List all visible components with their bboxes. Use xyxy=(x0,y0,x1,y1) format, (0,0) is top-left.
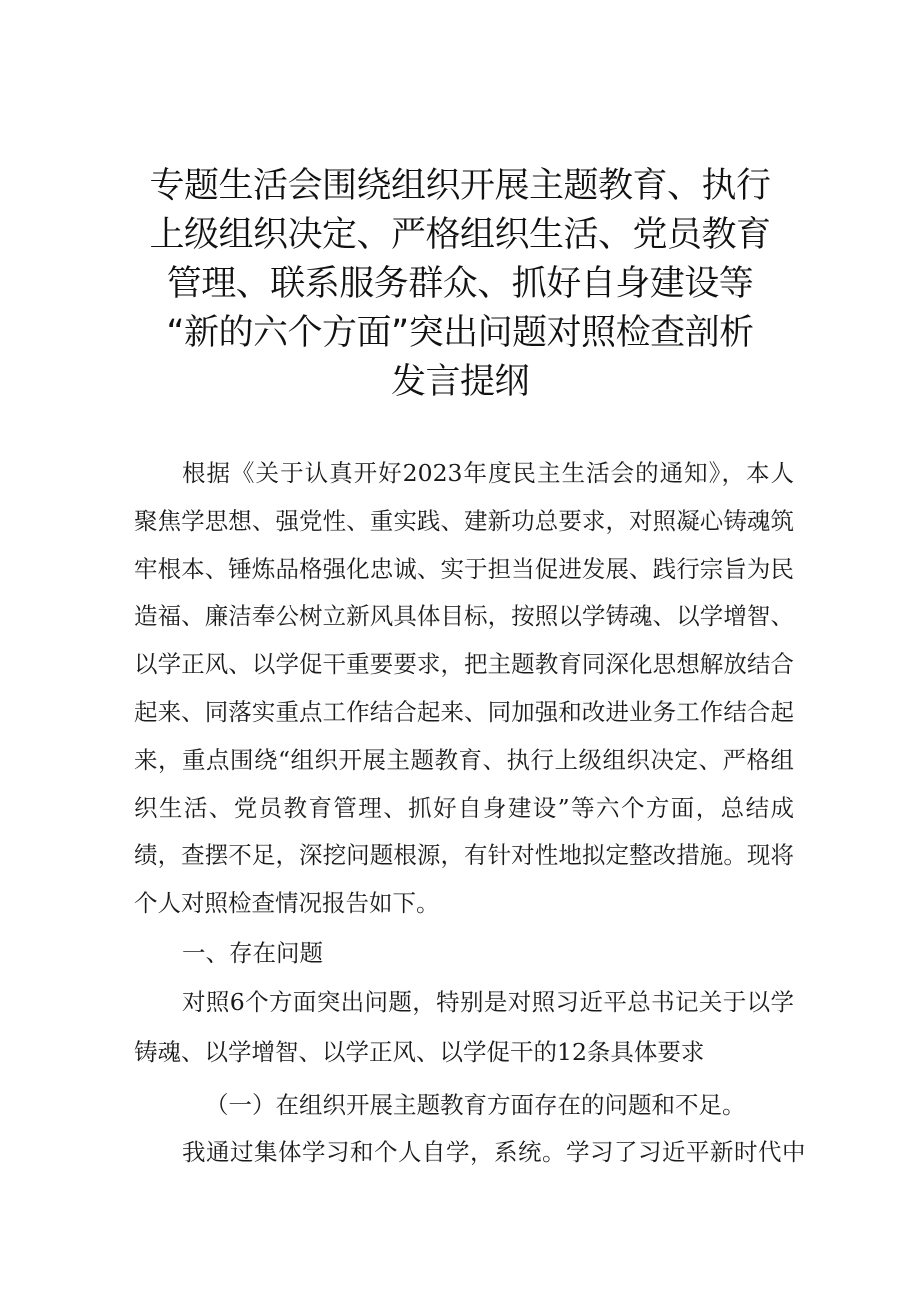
paragraph-line: 对照6个方面突出问题，特别是对照习近平总书记关于以学 xyxy=(182,988,794,1016)
paragraph-line: 造福、廉洁奉公树立新风具体目标，按照以学铸魂、以学增智、 xyxy=(134,602,794,631)
title-line: 发言提纲 xyxy=(390,362,529,402)
section-heading: 一、存在问题 xyxy=(182,939,323,967)
title-line: 专题生活会围绕组织开展主题教育、执行 xyxy=(149,166,771,206)
paragraph-line: 根据《关于认真开好2023年度民主生活会的通知》，本人 xyxy=(182,459,794,487)
paragraph-line: 起来、同落实重点工作结合起来、同加强和改进业务工作结合起 xyxy=(134,697,794,726)
subsection-paragraph-line: 我通过集体学习和个人自学，系统。学习了习近平新时代中 xyxy=(182,1138,806,1166)
paragraph-line: 来，重点围绕“组织开展主题教育、执行上级组织决定、严格组 xyxy=(134,745,794,774)
title-line: “新的六个方面”突出问题对照检查剖析 xyxy=(166,313,754,353)
paragraph-line: 聚焦学思想、强党性、重实践、建新功总要求，对照凝心铸魂筑 xyxy=(134,506,794,535)
section-paragraph xyxy=(134,984,794,1084)
title-line: 上级组织决定、严格组织生活、党员教育 xyxy=(149,215,771,255)
paragraph-line: 个人对照检查情况报告如下。 xyxy=(134,889,440,918)
intro-paragraph xyxy=(134,450,794,928)
subsection-heading: （一）在组织开展主题教育方面存在的问题和不足。 xyxy=(205,1091,746,1119)
paragraph-line: 牢根本、锤炼品格强化忠诚、实于担当促进发展、践行宗旨为民 xyxy=(134,554,794,583)
paragraph-line: 铸魂、以学增智、以学正风、以学促干的12条具体要求 xyxy=(134,1038,705,1066)
paragraph-line: 织生活、党员教育管理、抓好自身建设”等六个方面，总结成 xyxy=(134,793,794,822)
title-line: 管理、联系服务群众、抓好自身建设等 xyxy=(166,264,754,304)
document-title xyxy=(120,162,800,407)
paragraph-line: 以学正风、以学促干重要要求，把主题教育同深化思想解放结合 xyxy=(134,650,794,679)
paragraph-line: 绩，查摆不足，深挖问题根源，有针对性地拟定整改措施。现将 xyxy=(134,841,794,870)
